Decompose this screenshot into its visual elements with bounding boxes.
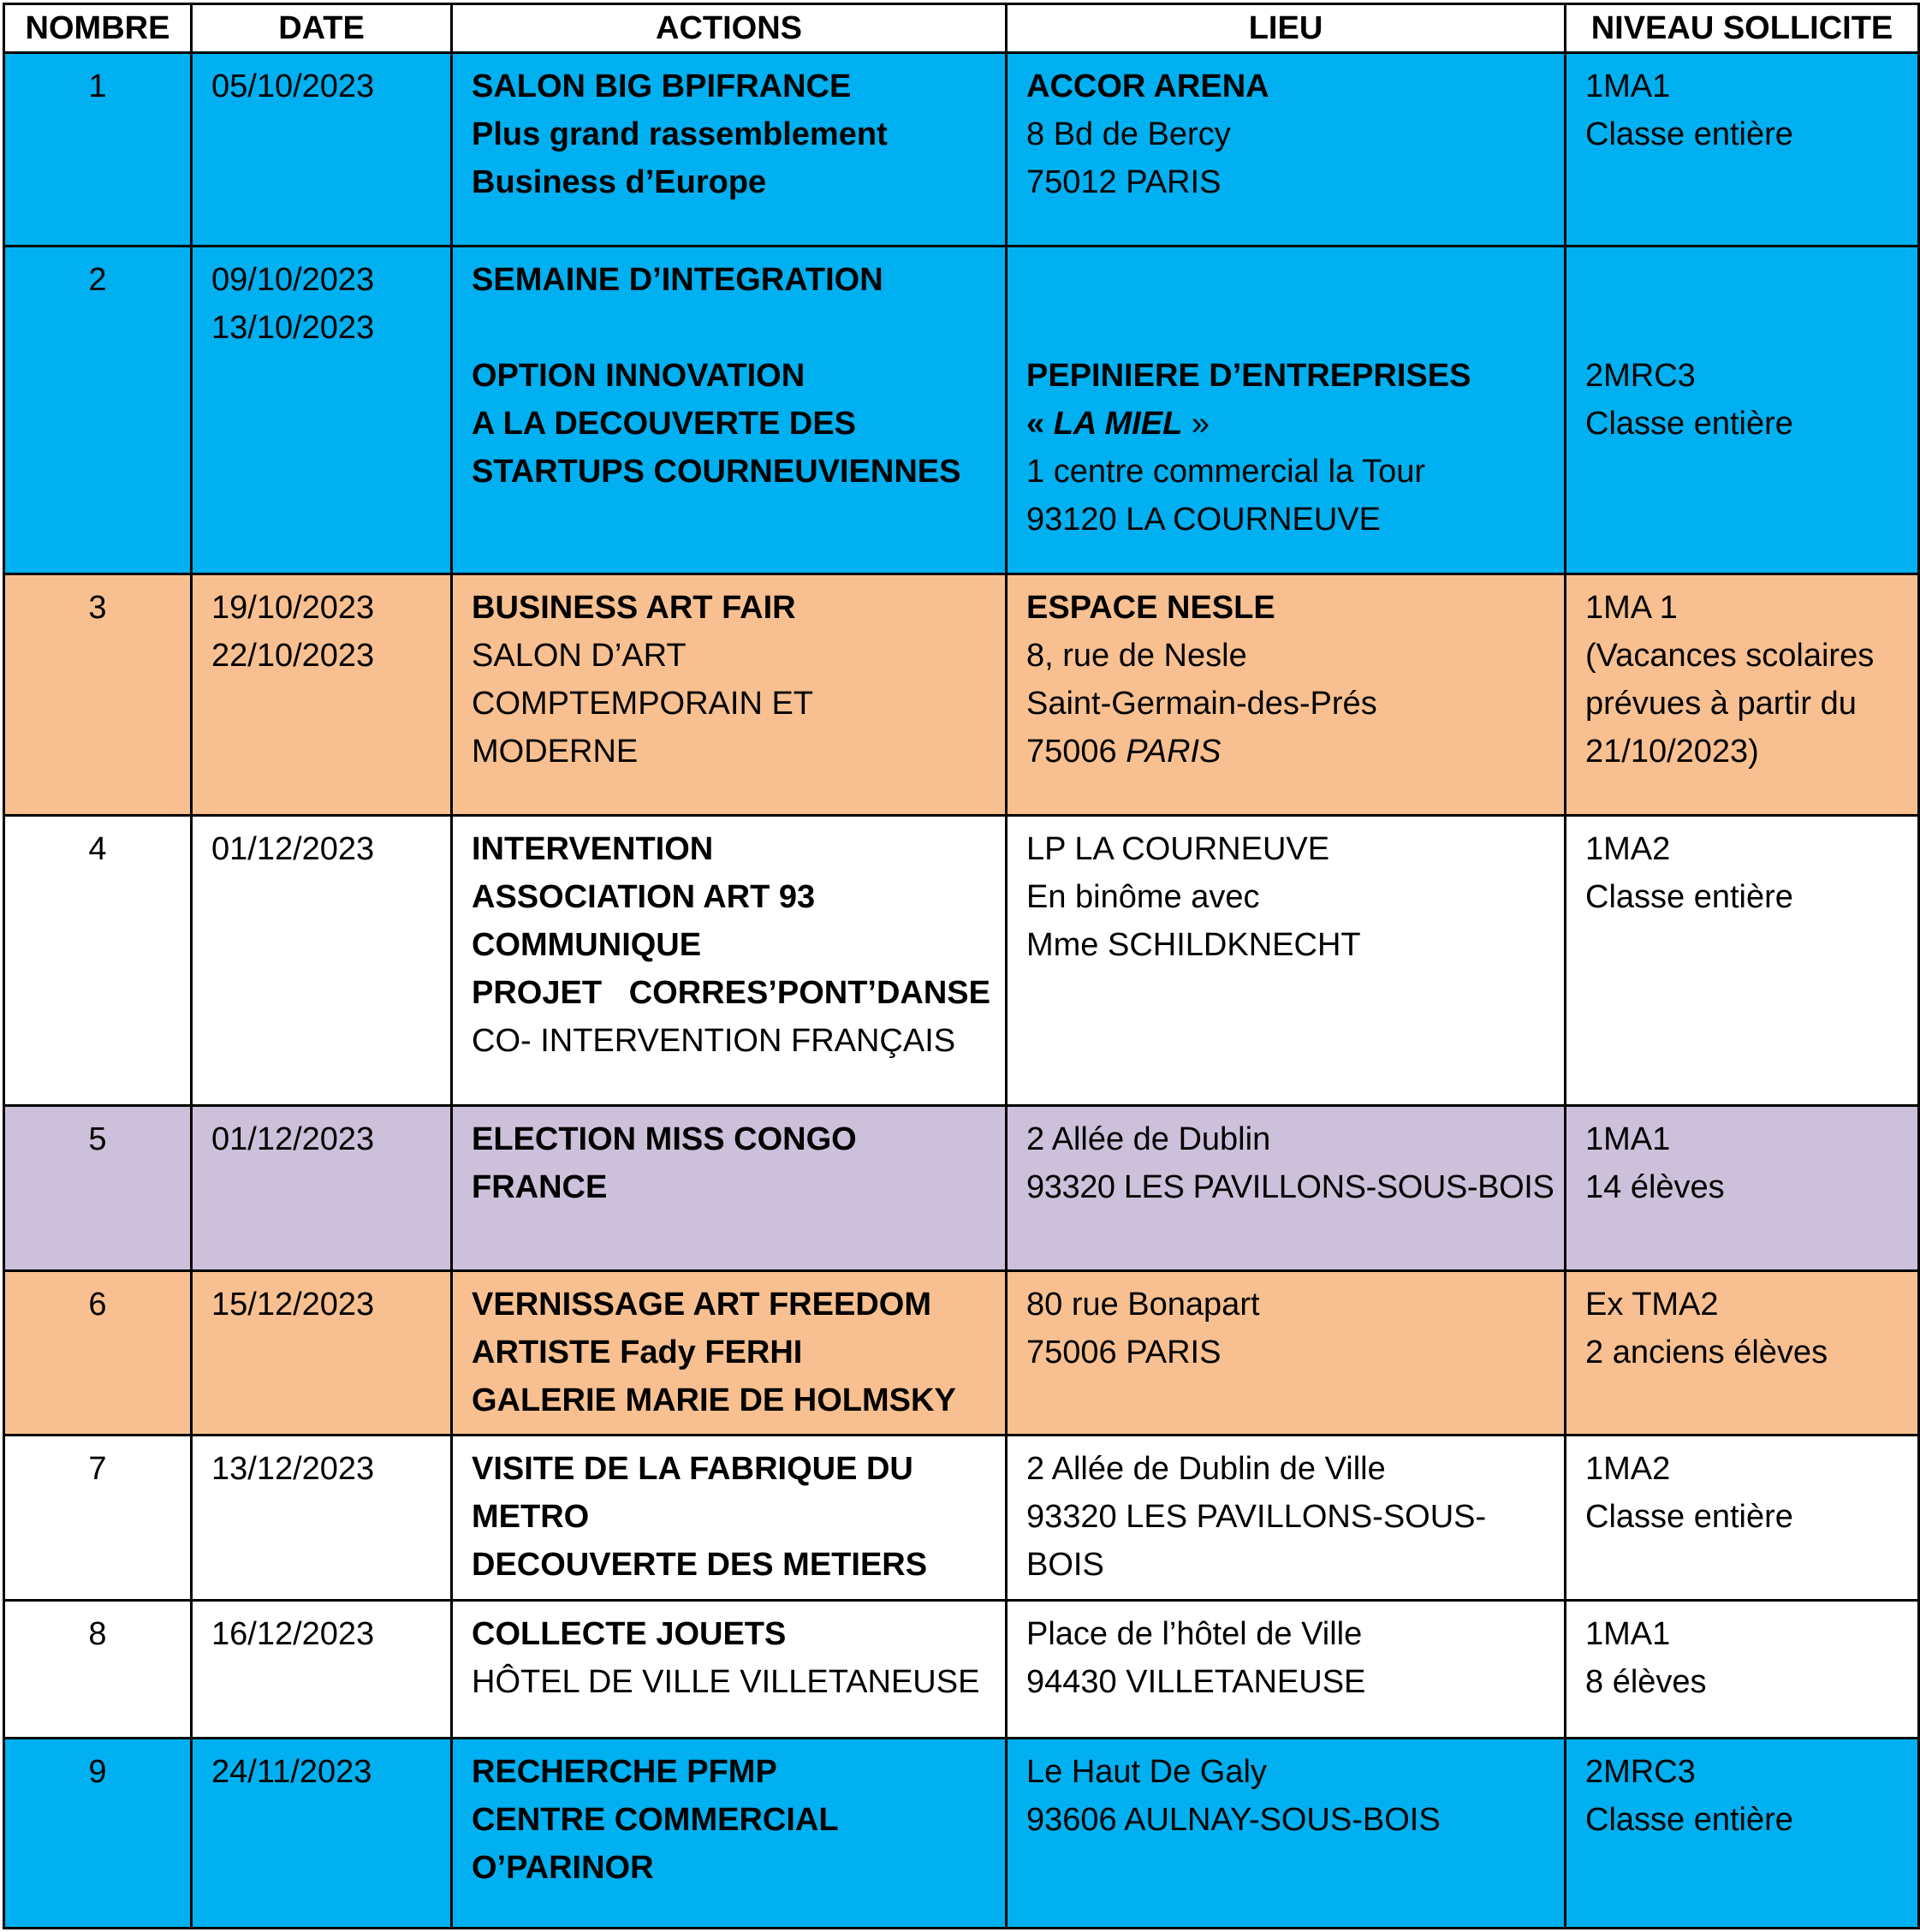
header-nombre: NOMBRE xyxy=(4,4,192,53)
row-number: 7 xyxy=(4,1436,192,1601)
row-actions: RECHERCHE PFMP CENTRE COMMERCIAL O’PARINOR xyxy=(452,1739,1007,1929)
row-lieu: LP LA COURNEUVE En binôme avec Mme SCHILDKNECHT xyxy=(1007,815,1566,1105)
row-number: 2 xyxy=(4,246,192,574)
table-row xyxy=(4,1436,1919,1601)
row-date: 15/12/2023 xyxy=(192,1270,452,1436)
row-number: 3 xyxy=(4,574,192,815)
header-row xyxy=(4,4,1919,53)
table-row xyxy=(4,1600,1919,1739)
row-actions: COLLECTE JOUETS HÔTEL DE VILLE VILLETANEUSE xyxy=(452,1600,1007,1739)
header-date: DATE xyxy=(192,4,452,53)
row-lieu: 2 Allée de Dublin de Ville 93320 LES PAVILLONS-SOUS- BOIS xyxy=(1007,1436,1566,1601)
row-niveau: 1MA1 8 élèves xyxy=(1566,1600,1919,1739)
row-actions: VERNISSAGE ART FREEDOM ARTISTE Fady FERHI GALERIE MARIE DE HOLMSKY xyxy=(452,1270,1007,1436)
row-lieu: Le Haut De Galy 93606 AULNAY-SOUS-BOIS xyxy=(1007,1739,1566,1929)
row-niveau: 2MRC3 Classe entière xyxy=(1566,1739,1919,1929)
table-row xyxy=(4,574,1919,815)
row-number: 9 xyxy=(4,1739,192,1929)
row-number: 5 xyxy=(4,1105,192,1270)
row-date: 09/10/2023 13/10/2023 xyxy=(192,246,452,574)
table-row xyxy=(4,815,1919,1105)
row-date: 01/12/2023 xyxy=(192,815,452,1105)
row-number: 1 xyxy=(4,53,192,247)
header-actions: ACTIONS xyxy=(452,4,1007,53)
row-niveau: 2MRC3 Classe entière xyxy=(1566,246,1919,574)
row-actions: BUSINESS ART FAIR SALON D’ART COMPTEMPORAIN ET MODERNE xyxy=(452,574,1007,815)
row-lieu: PEPINIERE D’ENTREPRISES « LA MIEL » 1 centre commercial la Tour 93120 LA COURNEUVE xyxy=(1007,246,1566,574)
row-number: 8 xyxy=(4,1600,192,1739)
row-date: 19/10/2023 22/10/2023 xyxy=(192,574,452,815)
row-date: 24/11/2023 xyxy=(192,1739,452,1929)
table-row xyxy=(4,246,1919,574)
table-row xyxy=(4,1270,1919,1436)
row-lieu: ACCOR ARENA 8 Bd de Bercy 75012 PARIS xyxy=(1007,53,1566,247)
row-date: 13/12/2023 xyxy=(192,1436,452,1601)
row-lieu: 80 rue Bonapart 75006 PARIS xyxy=(1007,1270,1566,1436)
row-actions: SEMAINE D’INTEGRATION OPTION INNOVATION A LA DECOUVERTE DES STARTUPS COURNEUVIENNES xyxy=(452,246,1007,574)
actions-schedule-table xyxy=(3,3,1920,1929)
row-niveau: 1MA1 14 élèves xyxy=(1566,1105,1919,1270)
row-date: 05/10/2023 xyxy=(192,53,452,247)
header-niveau: NIVEAU SOLLICITE xyxy=(1566,4,1919,53)
table-row xyxy=(4,53,1919,247)
row-actions: INTERVENTION ASSOCIATION ART 93 COMMUNIQUE PROJET CORRES’PONT’DANSE CO- INTERVENTION FRANÇAIS xyxy=(452,815,1007,1105)
row-number: 4 xyxy=(4,815,192,1105)
table-row xyxy=(4,1105,1919,1270)
row-lieu: ESPACE NESLE 8, rue de Nesle Saint-Germain-des-Prés 75006 PARIS xyxy=(1007,574,1566,815)
row-actions: SALON BIG BPIFRANCE Plus grand rassemblement Business d’Europe xyxy=(452,53,1007,247)
row-niveau: 1MA 1 (Vacances scolaires prévues à partir du 21/10/2023) xyxy=(1566,574,1919,815)
row-actions: ELECTION MISS CONGO FRANCE xyxy=(452,1105,1007,1270)
header-lieu: LIEU xyxy=(1007,4,1566,53)
row-niveau: 1MA1 Classe entière xyxy=(1566,53,1919,247)
row-niveau: 1MA2 Classe entière xyxy=(1566,815,1919,1105)
row-niveau: 1MA2 Classe entière xyxy=(1566,1436,1919,1601)
row-date: 16/12/2023 xyxy=(192,1600,452,1739)
row-number: 6 xyxy=(4,1270,192,1436)
row-date: 01/12/2023 xyxy=(192,1105,452,1270)
row-lieu: 2 Allée de Dublin 93320 LES PAVILLONS-SOUS-BOIS xyxy=(1007,1105,1566,1270)
row-actions: VISITE DE LA FABRIQUE DU METRO DECOUVERTE DES METIERS xyxy=(452,1436,1007,1601)
table-row xyxy=(4,1739,1919,1929)
row-niveau: Ex TMA2 2 anciens élèves xyxy=(1566,1270,1919,1436)
row-lieu: Place de l’hôtel de Ville 94430 VILLETANEUSE xyxy=(1007,1600,1566,1739)
